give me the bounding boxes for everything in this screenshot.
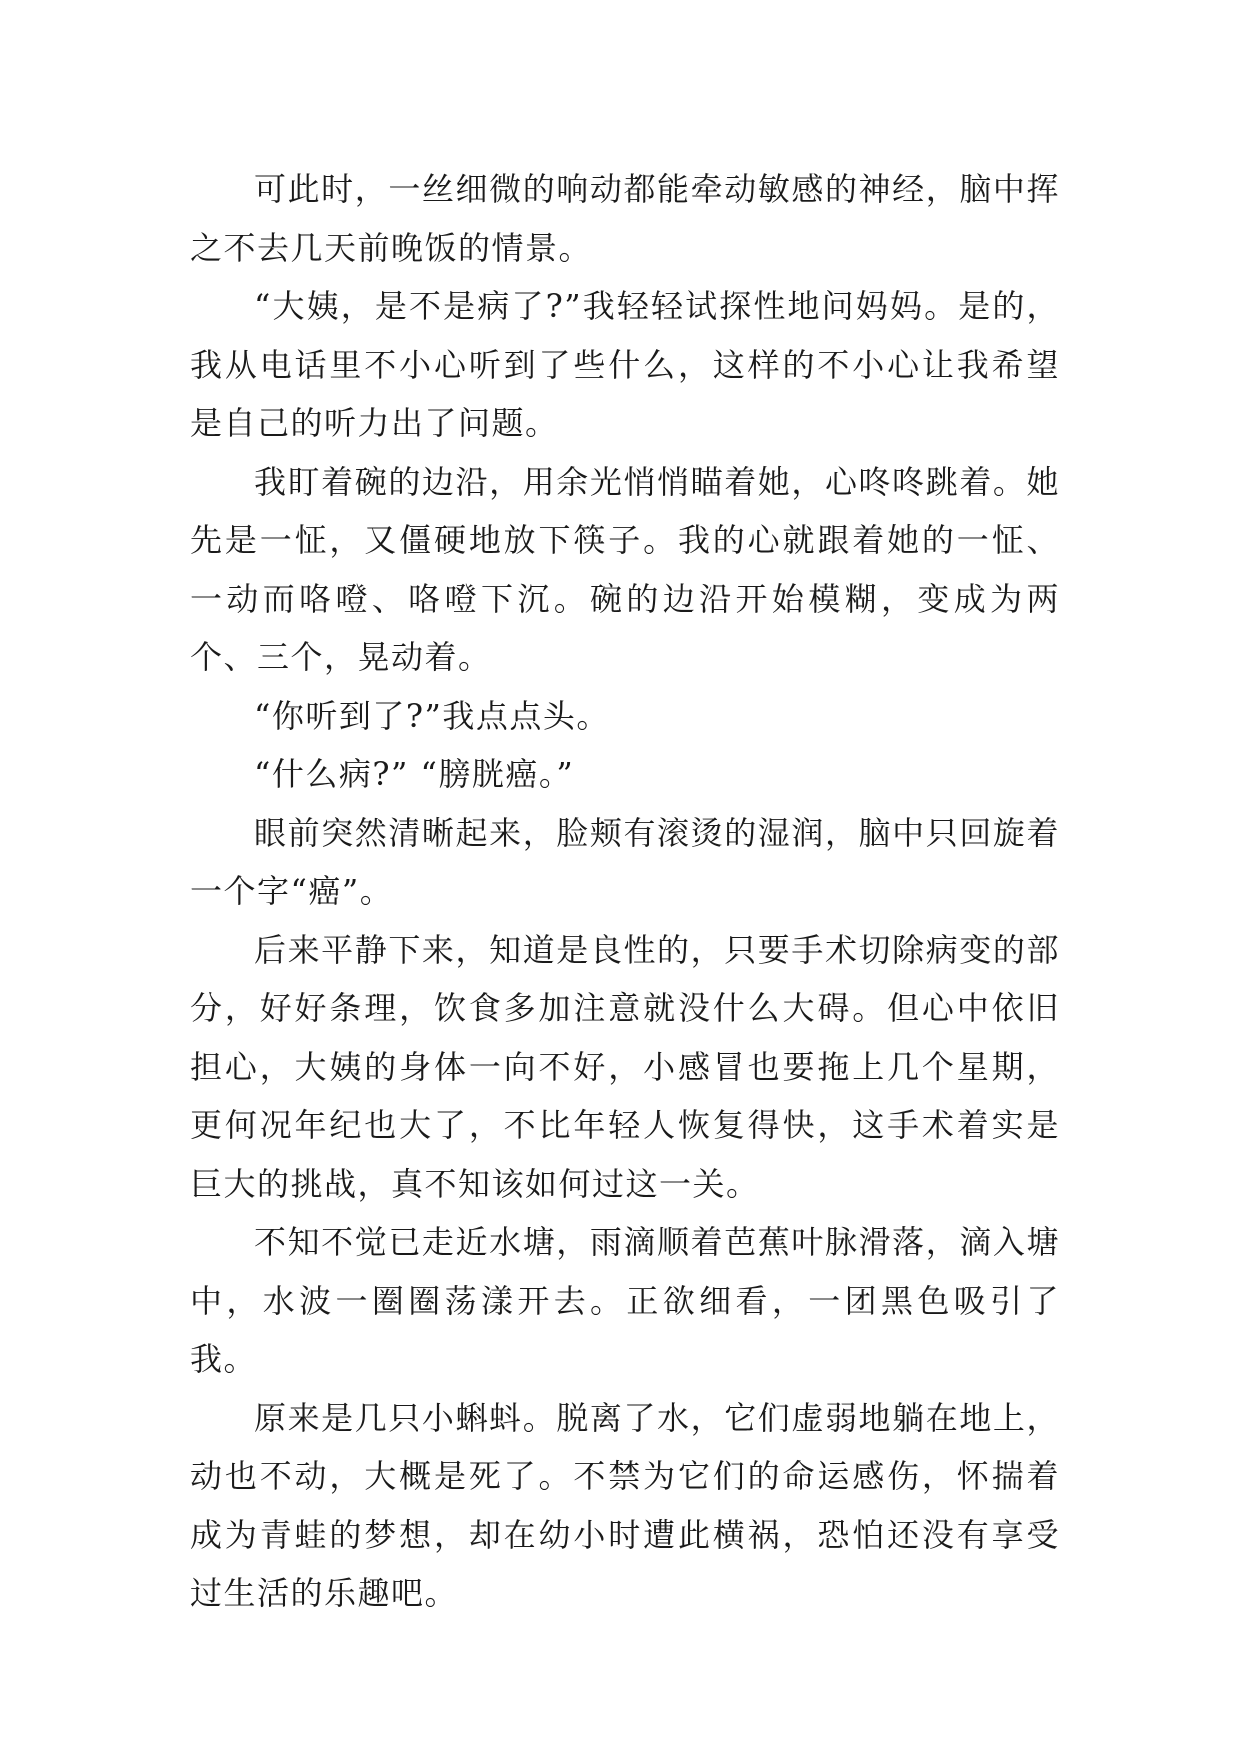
paragraph: “什么病?” “膀胱癌。” — [254, 755, 575, 793]
paragraph: “大姨，是不是病了?”我轻轻试探性地问妈妈。是的，我从电话里不小心听到了些什么，这样的不小心让我希望是自己的听力出了问题。 — [190, 287, 1060, 442]
paragraph: 后来平静下来，知道是良性的，只要手术切除病变的部分，好好条理，饮食多加注意就没什么大碍。但心中依旧担心，大姨的身体一向不好，小感冒也要拖上几个星期，更何况年纪也大了，不比年轻人恢复得快，这手术着实是巨大的挑战，真不知该如何过这一关。 — [190, 930, 1060, 1203]
paragraph: 眼前突然清晰起来，脸颊有滚烫的湿润，脑中只回旋着一个字“癌”。 — [190, 813, 1060, 910]
paragraph: 原来是几只小蝌蚪。脱离了水，它们虚弱地躺在地上，动也不动，大概是死了。不禁为它们的命运感伤，怀揣着成为青蛙的梦想，却在幼小时遭此横祸，恐怕还没有享受过生活的乐趣吧。 — [190, 1398, 1060, 1612]
paragraph: 可此时，一丝细微的响动都能牵动敏感的神经，脑中挥之不去几天前晚饭的情景。 — [190, 170, 1060, 267]
paragraph: 不知不觉已走近水塘，雨滴顺着芭蕉叶脉滑落，滴入塘中，水波一圈圈荡漾开去。正欲细看，一团黑色吸引了我。 — [190, 1223, 1060, 1378]
paragraph: “你听到了?”我点点头。 — [254, 696, 610, 735]
paragraph: 我盯着碗的边沿，用余光悄悄瞄着她，心咚咚跳着。她先是一怔，又僵硬地放下筷子。我的心就跟着她的一怔、一动而咯噔、咯噔下沉。碗的边沿开始模糊，变成为两个、三个，晃动着。 — [190, 462, 1060, 676]
document-body — [190, 160, 1060, 1623]
